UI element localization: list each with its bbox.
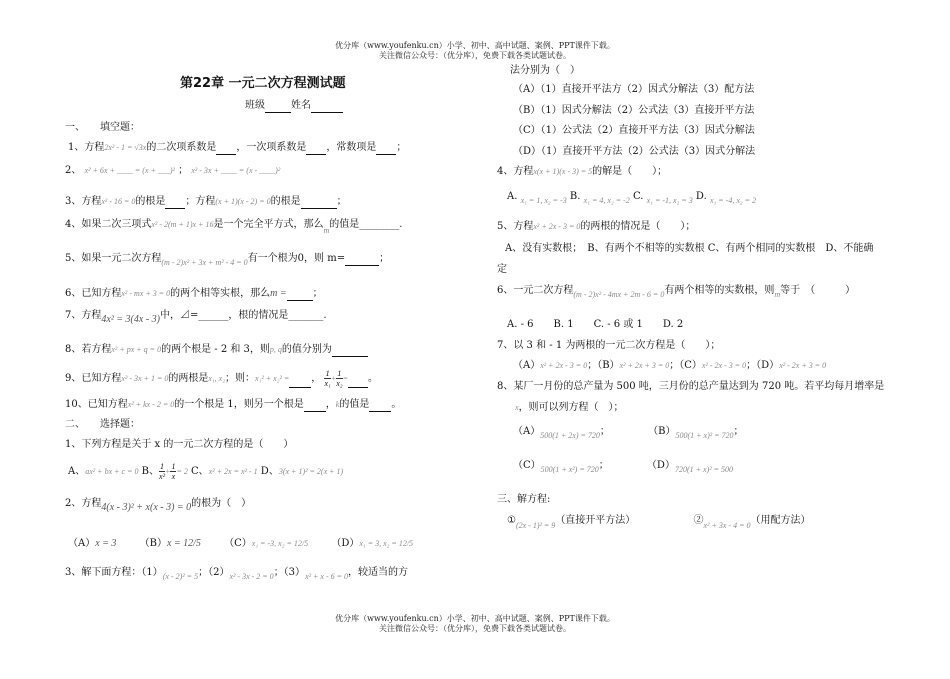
c8-b-end: ； xyxy=(733,426,744,437)
q9-mid: 的两根是 xyxy=(168,373,209,384)
q3-equation-2: (x + 1)(x - 2) = 0 xyxy=(215,197,271,206)
c7-c-label: ；（C） xyxy=(669,360,702,371)
q1-pre: 1、方程 xyxy=(68,142,105,153)
q5-pre: 5、如果一元二次方程 xyxy=(65,253,162,264)
c8-c-label: （C） xyxy=(513,460,541,471)
c2-pre: 2、方程 xyxy=(65,498,102,509)
q10-mid: 的一个根是 1，则另一个根是 xyxy=(174,399,304,410)
c3-option-b: （B）（1）因式分解法（2）公式法（3）直接开平方法 xyxy=(513,105,755,116)
q4-equation: x² - 2(m + 1)x + 16 xyxy=(151,220,214,229)
c4-option-b: x₁ = 4, x₂ = -2 xyxy=(583,196,630,205)
q10-end2: 。 xyxy=(391,399,402,410)
q8-pre: 8、若方程 xyxy=(65,344,112,355)
question-1 xyxy=(68,141,406,155)
c2-option-a: x = 3 xyxy=(95,538,117,549)
choice-5-options: A、没有实数根； B、有两个不相等的实数根 C、有两个相同的实数根 D、不能确 xyxy=(505,243,874,254)
c1-option-d: 3(x + 1)² = 2(x + 1) xyxy=(278,467,344,476)
q5-mid: 有一个根为0，则 m= xyxy=(247,253,346,264)
q1-equation: 2x² - 1 = √3x xyxy=(104,143,147,152)
q7-pre: 7、方程 xyxy=(65,310,102,321)
c3-equation-3: x² + x - 6 = 0 xyxy=(305,572,349,581)
c8-a-label: （A） xyxy=(513,426,541,437)
class-blank[interactable] xyxy=(265,102,291,113)
question-2 xyxy=(65,164,280,178)
q10-var: k xyxy=(335,400,340,409)
choice-7-stem: 7、以 3 和 - 1 为两根的一元二次方程是（ ）； xyxy=(497,340,721,351)
c4-a-label: A. xyxy=(507,191,518,202)
c6-pre: 6、一元二次方程 xyxy=(497,285,574,296)
q5-end: ； xyxy=(379,253,390,264)
c8-option-d: 720(1 + x)² = 500 xyxy=(674,465,734,474)
c1-b-frac2-bottom: x xyxy=(171,472,176,481)
q9-frac1-bottom: x₁ xyxy=(324,379,331,388)
c3-option-a: （A）（1）直接开平法方（2）因式分解法（3）配方法 xyxy=(513,84,755,95)
c1-b-label: B、 xyxy=(141,466,160,477)
q3-blank-1[interactable] xyxy=(165,198,185,209)
c8-cont: ，则可以列方程（ ）； xyxy=(518,402,624,413)
q6-end: ； xyxy=(312,288,323,299)
q4-pre: 4、如果二次三项式 xyxy=(65,219,152,230)
q8-equation: x² + px + q = 0 xyxy=(111,345,162,354)
footer-line-1: 优分库（www.youfenku.cn）小学、初中、高中试题、案例、PPT课件下载。 xyxy=(335,614,615,623)
q4-var: m xyxy=(323,226,330,235)
section-3-heading: 三、解方程: xyxy=(497,494,551,505)
c1-b-frac1-top: 1 xyxy=(160,462,165,471)
choice-8-stem: 8、某厂一月份的总产量为 500 吨，三月份的总产量达到为 720 吨。若平均每月增率是 xyxy=(497,381,885,392)
q7-equation: 4x² = 3(4x - 3) xyxy=(101,314,160,325)
c8-c-end: ； xyxy=(598,460,604,471)
c2-end: 的根为（ ） xyxy=(191,498,252,509)
q1-end: ； xyxy=(396,142,407,153)
c3-option-c: （C）（1）公式法（2）直接开平方法（3）因式分解法 xyxy=(513,125,755,136)
c7-d-label: ；（D） xyxy=(746,360,780,371)
s1-equation: (2x - 1)² = 9 xyxy=(515,521,556,530)
choice-6-stem xyxy=(497,284,855,298)
c8-option-b: 500(1 + x)² = 720 xyxy=(675,431,734,440)
c5-end: 的两根的情况是（ ）； xyxy=(580,221,696,232)
c3-end: ，较适当的方 xyxy=(348,567,409,578)
q10-blank-2[interactable] xyxy=(369,401,391,412)
q8-blank[interactable] xyxy=(332,346,368,357)
c7-b-label: ；（B） xyxy=(587,360,620,371)
section-2-heading: 二、 选择题： xyxy=(65,419,140,430)
name-blank[interactable] xyxy=(311,102,343,113)
q10-equation: x² + kx - 2 = 0 xyxy=(127,400,175,409)
q6-blank[interactable] xyxy=(287,290,313,301)
c3-equation-2: x² - 3x - 2 = 0 xyxy=(229,572,274,581)
c1-d-label: D、 xyxy=(260,466,279,477)
q9-frac1-top: 1 xyxy=(325,369,330,378)
question-7 xyxy=(65,309,327,323)
s2-method: （用配方法） xyxy=(750,515,811,526)
choice-2-options xyxy=(68,537,413,551)
c7-option-d: x² - 2x + 3 = 0 xyxy=(779,361,827,370)
q3-pre: 3、方程 xyxy=(65,196,102,207)
choice-2-stem xyxy=(65,497,251,511)
c1-a-label: A、 xyxy=(68,466,86,477)
c5-pre: 5、方程 xyxy=(497,221,534,232)
c1-b-plus: + xyxy=(165,467,171,476)
c8-a-end: ； xyxy=(599,426,605,437)
q9-equation: x² - 3x + 1 = 0 xyxy=(121,374,169,383)
class-label: 班级 xyxy=(245,100,265,111)
q9-plus: + xyxy=(330,374,337,383)
c7-option-a: x² + 2x - 3 = 0 xyxy=(540,361,588,370)
c3-s2: ；（2） xyxy=(198,567,230,578)
c6-end: 等于 （ ） xyxy=(780,285,856,296)
c4-d-label: D. xyxy=(695,191,707,202)
q3-mid1: 的根是 xyxy=(135,196,166,207)
q6-pre: 6、已知方程 xyxy=(65,288,122,299)
q1-mid2: ，一次项系数是 xyxy=(236,142,307,153)
c2-equation: 4(x - 3)² + x(x - 3) = 0 xyxy=(101,502,192,513)
q2-equation-1: x² + 6x + ____ = (x + ___)² xyxy=(84,166,175,175)
q4-mid: 是一个完全平方式，那么 xyxy=(213,219,324,230)
q10-end: 的值是 xyxy=(339,399,370,410)
choice-4-options xyxy=(507,190,756,204)
choice-5-continued: 定 xyxy=(497,264,507,275)
c8-b-label: （B） xyxy=(648,426,676,437)
c4-c-label: C. xyxy=(632,191,644,202)
c1-option-a: ax² + bx + c = 0 xyxy=(85,467,139,476)
question-5 xyxy=(65,252,389,266)
c8-option-c: 500(1 + x²) = 720 xyxy=(540,465,599,474)
page-title: 第22章 一元二次方程测试题 xyxy=(180,76,346,91)
c6-mid: 有两个相等的实数根，则 xyxy=(664,285,775,296)
q6-equation-2: m = xyxy=(270,288,287,299)
q1-blank-2[interactable] xyxy=(306,144,326,155)
c2-d-label: （D） xyxy=(331,538,360,549)
q8-mid: 的两个根是 - 2 和 3，则 xyxy=(161,344,270,355)
c7-option-c: x² - 2x - 3 = 0 xyxy=(701,361,747,370)
c3-pre: 3、解下面方程：（1） xyxy=(65,567,163,578)
c3-s3: ；（3） xyxy=(273,567,306,578)
c2-b-label: （B） xyxy=(139,538,167,549)
question-8 xyxy=(65,343,368,357)
question-9 xyxy=(65,369,378,388)
c1-option-c: x² + 2x = x² - 1 xyxy=(208,467,258,476)
q9-equation-2: x₁² + x₂² = xyxy=(255,374,290,383)
q3-mid2: ；方程 xyxy=(185,196,216,207)
q10-mid2: ， xyxy=(325,399,336,410)
c1-b-frac2-top: 1 xyxy=(171,462,176,471)
q6-equation: x² - mx + 3 = 0 xyxy=(121,289,171,298)
c7-a-label: （A） xyxy=(513,360,541,371)
q2-pre: 2、 xyxy=(65,165,82,176)
choice-8-options-ab xyxy=(513,425,744,439)
q9-var: x₁, x₂ xyxy=(208,374,226,383)
choice-4-stem xyxy=(497,165,667,179)
c6-equation: (m - 2)x² - 4mx + 2m - 6 = 0 xyxy=(573,290,665,299)
q6-mid: 的两个相等实根，那么 xyxy=(170,288,271,299)
choice-6-options: A. - 6 B. 1 C. - 6 或 1 D. 2 xyxy=(507,319,684,330)
question-3 xyxy=(65,195,347,209)
choice-7-options xyxy=(513,359,826,373)
c4-b-label: B. xyxy=(569,191,581,202)
choice-8-options-cd xyxy=(513,459,733,473)
s2-label: ② xyxy=(693,515,704,526)
q3-blank-2[interactable] xyxy=(301,198,337,209)
q9-frac2-bottom: x₂ xyxy=(336,379,343,388)
choice-5-stem xyxy=(497,220,695,234)
question-6 xyxy=(65,287,323,301)
q1-mid3: ，常数项是 xyxy=(326,142,377,153)
c2-c-label: （C） xyxy=(224,538,252,549)
c2-a-label: （A） xyxy=(68,538,96,549)
c6-var: m xyxy=(774,290,781,299)
name-label: 姓名 xyxy=(291,100,311,111)
c4-equation: x(x + 1)(x - 3) = 5 xyxy=(533,167,593,176)
c1-b-tail: = 2 xyxy=(176,467,188,476)
q9-blank-1[interactable] xyxy=(289,377,311,388)
footer-line-2: 关注微信公众号：（优分库），免费下载各类试题试卷。 xyxy=(379,624,571,633)
q8-var: p, q xyxy=(269,345,282,354)
c3-option-d: （D）（1）直接开平方法（2）公式法（3）因式分解法 xyxy=(513,146,756,157)
c4-option-d: x₁ = -4, x₂ = 2 xyxy=(709,196,757,205)
c2-option-d: x₁ = 3, x₂ = 12/5 xyxy=(359,539,414,548)
q9-end: 。 xyxy=(367,373,378,384)
choice-1-stem: 1、下列方程是关于 x 的一元二次方程的是（ ） xyxy=(65,439,294,450)
choice-3-stem xyxy=(65,566,408,580)
q4-end: 的值是________. xyxy=(329,219,403,230)
q3-end: ； xyxy=(336,196,347,207)
q9-sep: ， xyxy=(311,373,322,384)
s1-label: ① xyxy=(507,515,516,526)
c4-end: 的解是（ ）； xyxy=(592,166,668,177)
c3-equation-1: (x - 2)² = 5 xyxy=(162,572,199,581)
c4-option-a: x₁ = 1, x₂ = -3 xyxy=(520,196,567,205)
c8-var: x xyxy=(515,403,519,412)
q2-sep: ； xyxy=(178,165,189,176)
q9-blank-2[interactable] xyxy=(348,377,368,388)
q10-pre: 10、已知方程 xyxy=(65,399,128,410)
c5-equation: x² + 2x - 3 = 0 xyxy=(533,222,581,231)
q3-mid3: 的根是 xyxy=(270,196,301,207)
q1-blank-3[interactable] xyxy=(376,144,396,155)
q7-mid: 中，⊿=______，根的情况是_______. xyxy=(160,310,327,321)
s1-method: （直接开平方法） xyxy=(555,515,631,526)
c2-option-b: x = 12/5 xyxy=(166,538,201,549)
q9-frac2-top: 1 xyxy=(337,369,342,378)
s2-equation: x² + 3x - 4 = 0 xyxy=(703,521,751,530)
c8-d-label: （D） xyxy=(646,460,675,471)
choice-3-continued: 法分别为（ ） xyxy=(510,65,580,76)
c1-c-label: C、 xyxy=(191,466,209,477)
choice-1-options xyxy=(68,462,343,481)
header-line-2: 关注微信公众号：（优分库），免费下载各类试题试卷。 xyxy=(379,51,571,60)
c2-option-c: x₁ = -3, x₂ = 12/5 xyxy=(251,539,309,548)
solve-items xyxy=(507,514,810,528)
c1-b-frac1-bottom: x² xyxy=(159,472,165,481)
q2-equation-2: x² - 3x + ____ = (x - ____)² xyxy=(191,166,281,175)
question-4 xyxy=(65,218,403,235)
q8-end: 的值分别为 xyxy=(281,344,332,355)
question-10 xyxy=(65,398,401,412)
q3-equation-1: x² - 16 = 0 xyxy=(101,197,136,206)
class-name-line xyxy=(245,99,343,113)
section-1-heading: 一、 填空题： xyxy=(65,122,140,133)
q1-blank-1[interactable] xyxy=(216,144,236,155)
c4-option-c: x₁ = -1, x₂ = 3 xyxy=(646,196,693,205)
choice-8-continued xyxy=(515,401,624,415)
c8-option-a: 500(1 + 2x) = 720 xyxy=(540,431,600,440)
q5-blank[interactable] xyxy=(345,255,379,266)
q9-pre: 9、已知方程 xyxy=(65,373,122,384)
q1-mid1: 的二次项系数是 xyxy=(146,142,217,153)
q5-equation: (m - 2)x² + 3x + m² - 4 = 0 xyxy=(161,258,248,267)
q9-mid2: ；则： xyxy=(225,373,256,384)
c7-option-b: x² + 2x + 3 = 0 xyxy=(619,361,670,370)
header-line-1: 优分库（www.youfenku.cn）小学、初中、高中试题、案例、PPT课件下载。 xyxy=(335,41,615,50)
q9-equals: = xyxy=(342,374,348,383)
c4-pre: 4、方程 xyxy=(497,166,534,177)
q10-blank-1[interactable] xyxy=(304,401,326,412)
